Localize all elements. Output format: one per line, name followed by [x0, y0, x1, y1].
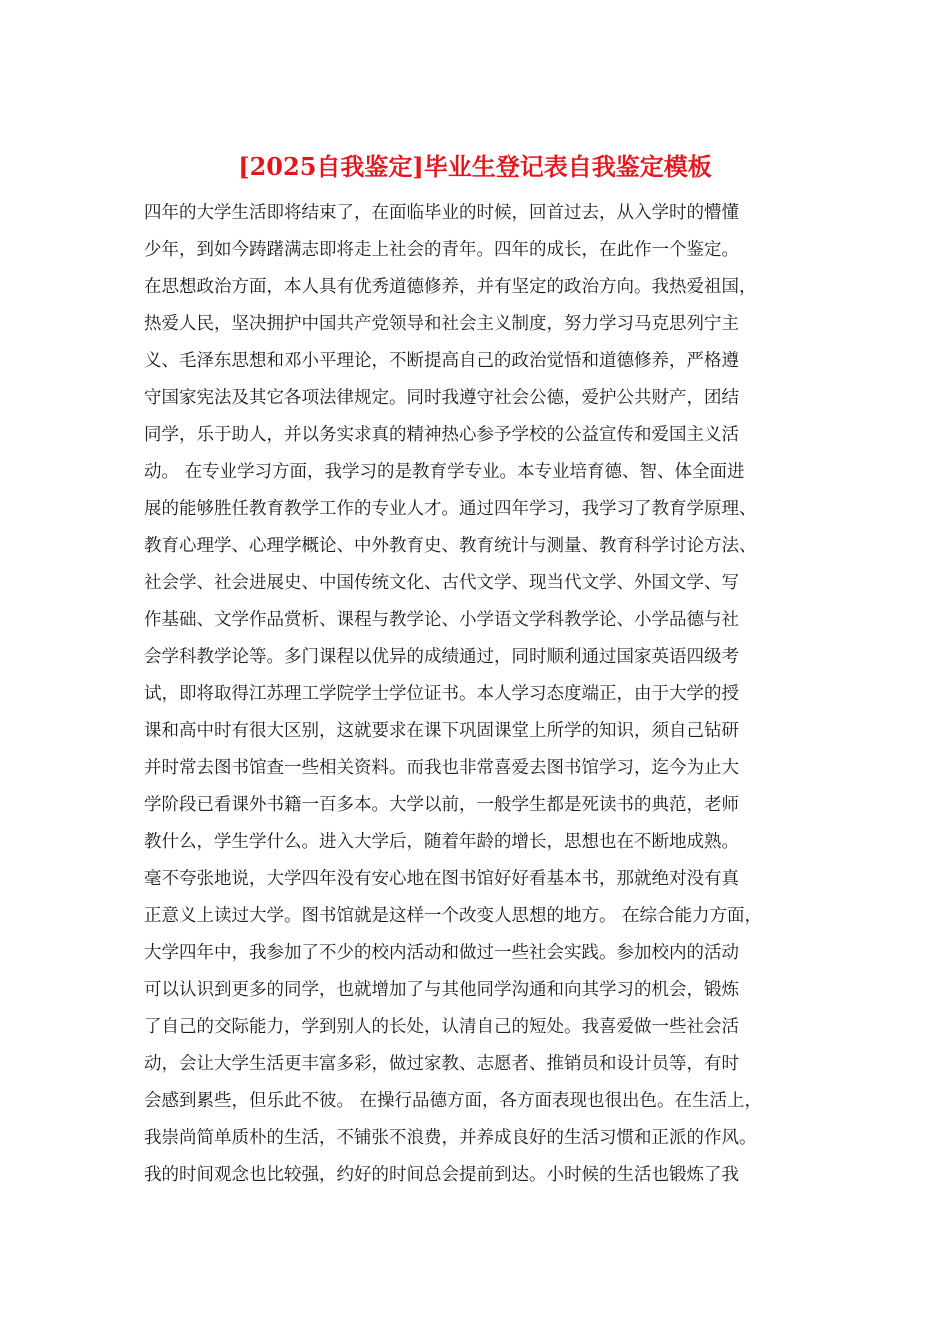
body-line: 四年的大学生活即将结束了，在面临毕业的时候，回首过去，从入学时的懵懂: [144, 203, 739, 223]
body-line: 展的能够胜任教育教学工作的专业人才。通过四年学习，我学习了教育学原理、: [144, 499, 757, 519]
body-line: 了自己的交际能力，学到别人的长处，认清自己的短处。我喜爱做一些社会活: [144, 1017, 739, 1037]
body-line: 我崇尚简单质朴的生活，不铺张不浪费，并养成良好的生活习惯和正派的作风。: [144, 1128, 757, 1148]
body-line: 正意义上读过大学。图书馆就是这样一个改变人思想的地方。 在综合能力方面，: [144, 906, 763, 926]
body-line: 同学，乐于助人，并以务实求真的精神热心参予学校的公益宣传和爱国主义活: [144, 425, 739, 445]
body-line: 我的时间观念也比较强，约好的时间总会提前到达。小时候的生活也锻炼了我: [144, 1165, 739, 1185]
body-line: 课和高中时有很大区别，这就要求在课下巩固课堂上所学的知识，须自己钻研: [144, 721, 739, 741]
body-line: 可以认识到更多的同学，也就增加了与其他同学沟通和向其学习的机会，锻炼: [144, 980, 739, 1000]
body-line: 作基础、文学作品赏析、课程与教学论、小学语文学科教学论、小学品德与社: [144, 610, 739, 630]
document-body: [144, 195, 824, 1194]
body-line: 动，会让大学生活更丰富多彩，做过家教、志愿者、推销员和设计员等，有时: [144, 1054, 739, 1074]
body-line: 教什么，学生学什么。进入大学后，随着年龄的增长，思想也在不断地成熟。: [144, 832, 739, 852]
body-line: 守国家宪法及其它各项法律规定。同时我遵守社会公德，爱护公共财产，团结: [144, 388, 739, 408]
body-line: 动。 在专业学习方面，我学习的是教育学专业。本专业培育德、智、体全面进: [144, 462, 745, 482]
body-line: 社会学、社会进展史、中国传统文化、古代文学、现当代文学、外国文学、写: [144, 573, 739, 593]
body-line: 毫不夸张地说，大学四年没有安心地在图书馆好好看基本书，那就绝对没有真: [144, 869, 739, 889]
body-line: 试，即将取得江苏理工学院学士学位证书。本人学习态度端正，由于大学的授: [144, 684, 739, 704]
document-title: [2025自我鉴定]毕业生登记表自我鉴定模板: [238, 152, 712, 181]
body-line: 会学科教学论等。多门课程以优异的成绩通过，同时顺利通过国家英语四级考: [144, 647, 739, 667]
body-line: 热爱人民，坚决拥护中国共产党领导和社会主义制度，努力学习马克思列宁主: [144, 314, 739, 334]
body-line: 大学四年中，我参加了不少的校内活动和做过一些社会实践。参加校内的活动: [144, 943, 739, 963]
body-line: 在思想政治方面，本人具有优秀道德修养，并有坚定的政治方向。我热爱祖国，: [144, 277, 757, 297]
body-line: 会感到累些，但乐此不彼。 在操行品德方面，各方面表现也很出色。在生活上，: [144, 1091, 763, 1111]
body-line: 义、毛泽东思想和邓小平理论，不断提高自己的政治觉悟和道德修养，严格遵: [144, 351, 739, 371]
body-line: 少年，到如今踌躇满志即将走上社会的青年。四年的成长，在此作一个鉴定。: [144, 240, 739, 260]
body-line: 并时常去图书馆查一些相关资料。而我也非常喜爱去图书馆学习，迄今为止大: [144, 758, 739, 778]
body-line: 教育心理学、心理学概论、中外教育史、教育统计与测量、教育科学讨论方法、: [144, 536, 757, 556]
body-line: 学阶段已看课外书籍一百多本。大学以前，一般学生都是死读书的典范，老师: [144, 795, 739, 815]
